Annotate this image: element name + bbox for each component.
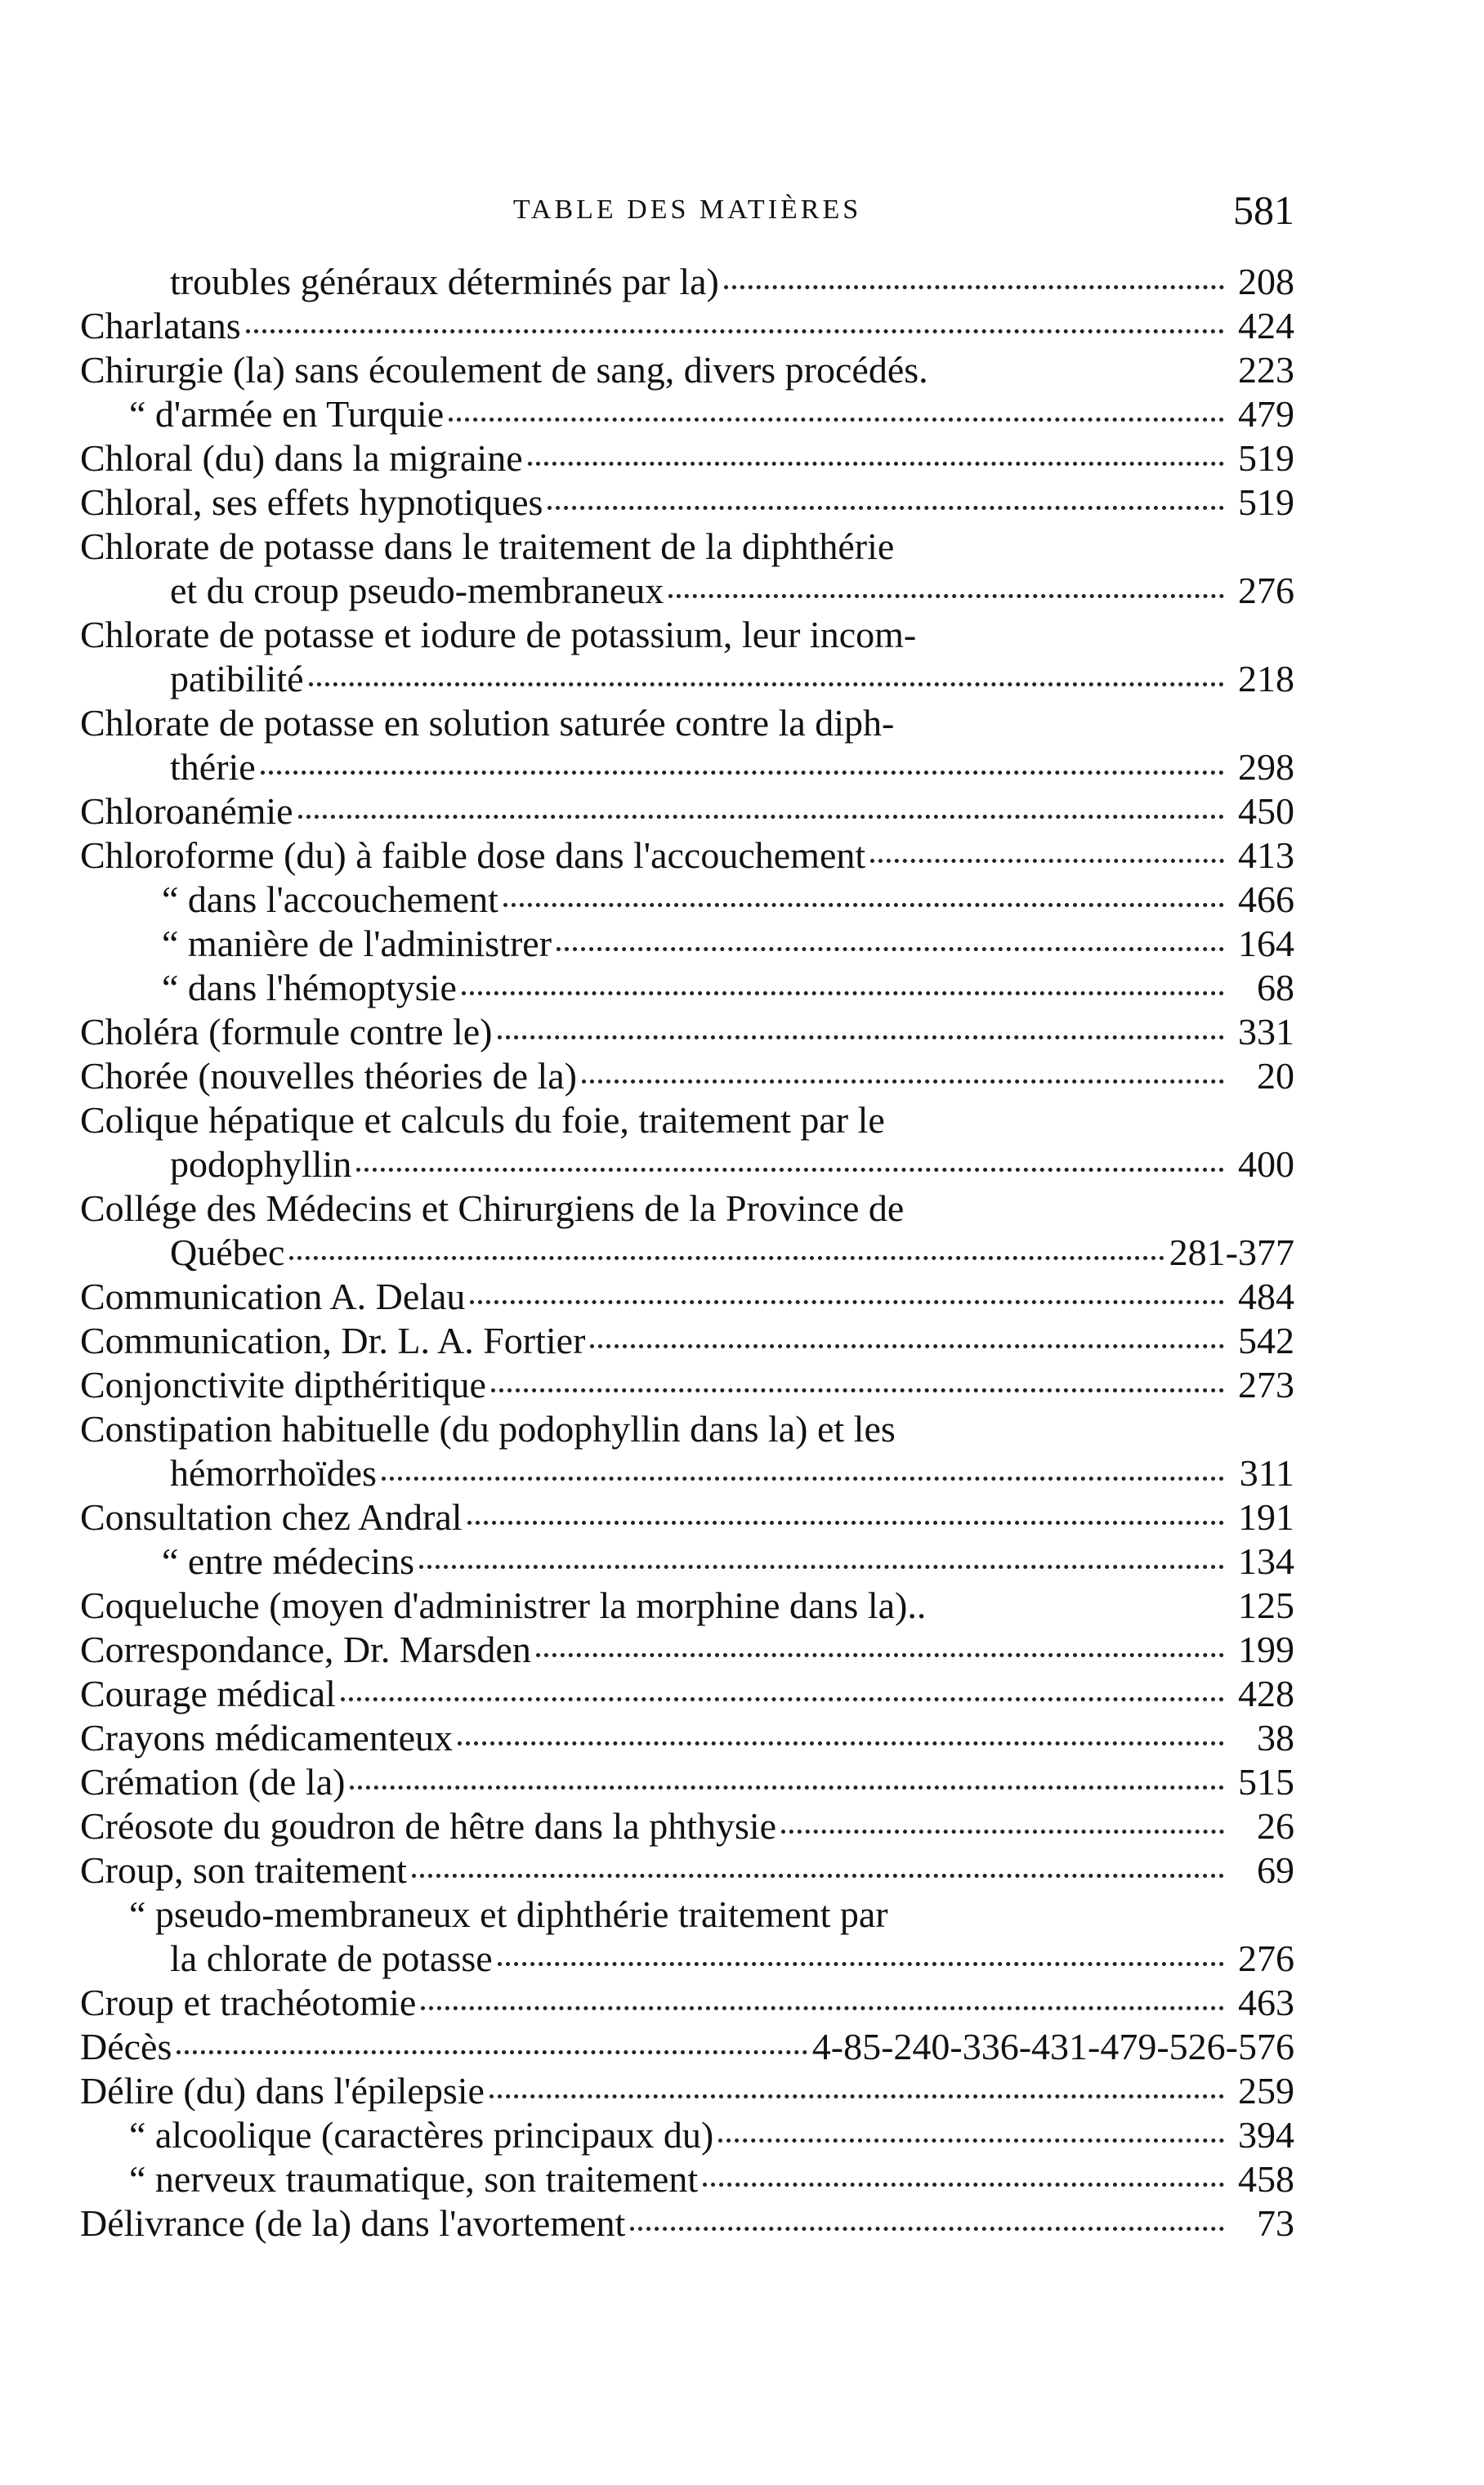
entry-page-number: 400 <box>1238 1143 1294 1185</box>
entry-page-number: 125 <box>1238 1584 1294 1626</box>
entry-text: Colique hépatique et calculs du foie, traitement par le <box>80 1099 885 1141</box>
dot-leader <box>933 366 1224 378</box>
dot-leader <box>449 406 1224 422</box>
dot-leader <box>498 1951 1224 1966</box>
entry-page-number: 38 <box>1257 1717 1294 1759</box>
dot-leader <box>412 1862 1224 1878</box>
dot-leader <box>718 2127 1224 2143</box>
entry-text: Délire (du) dans l'épilepsie <box>80 2070 485 2112</box>
dot-leader <box>582 1068 1224 1084</box>
dot-leader <box>421 1995 1224 2010</box>
entry-page-number: 428 <box>1238 1673 1294 1714</box>
page-header <box>80 186 1294 232</box>
entry-page-number: 466 <box>1238 878 1294 920</box>
dot-leader <box>528 450 1224 466</box>
index-entry <box>80 2113 1294 2157</box>
entry-page-number: 479 <box>1238 393 1294 435</box>
entry-text: Communication, Dr. L. A. Fortier <box>80 1320 586 1361</box>
index-entry <box>80 2157 1294 2201</box>
index-entry <box>80 260 1294 304</box>
index-entry <box>80 1760 1294 1804</box>
entry-text: Charlatans <box>80 305 241 346</box>
entry-text: “ dans l'accouchement <box>162 878 498 920</box>
page-number: 581 <box>1233 187 1294 233</box>
entry-page-number: 273 <box>1238 1364 1294 1406</box>
dot-leader <box>590 1333 1224 1348</box>
entry-text: Conjonctivite dipthéritique <box>80 1364 486 1406</box>
index-entry <box>80 1672 1294 1716</box>
index-entry <box>80 525 1294 613</box>
dot-leader <box>503 892 1224 907</box>
entry-page-number: 199 <box>1238 1629 1294 1670</box>
dot-leader <box>419 1553 1224 1569</box>
dot-leader <box>458 1730 1224 1745</box>
index-entry <box>80 1848 1294 1893</box>
index-entry <box>80 2201 1294 2246</box>
entry-page-number: 68 <box>1257 967 1294 1008</box>
entry-page-number: 394 <box>1238 2114 1294 2156</box>
index-entry <box>80 1275 1294 1319</box>
entry-page-number: 276 <box>1238 570 1294 611</box>
entry-page-number: 484 <box>1238 1276 1294 1317</box>
index-entry <box>80 1584 1294 1628</box>
entry-page-number: 218 <box>1238 658 1294 699</box>
index-entry <box>80 1716 1294 1760</box>
entry-text: “ manière de l'administrer <box>162 923 552 964</box>
dot-leader <box>341 1686 1224 1701</box>
entry-text: Communication A. Delau <box>80 1276 466 1317</box>
index-entry <box>80 480 1294 525</box>
entry-text: la chlorate de potasse <box>170 1937 493 1979</box>
entry-page-number: 134 <box>1238 1540 1294 1582</box>
entry-page-number: 311 <box>1239 1452 1294 1494</box>
entry-text: troubles généraux déterminés par la) <box>170 261 719 302</box>
index-entry <box>80 1495 1294 1540</box>
entry-page-number: 450 <box>1238 790 1294 832</box>
running-title: TABLE DES MATIÈRES <box>512 194 862 225</box>
entry-text: Chlorate de potasse et iodure de potassium, leur incom- <box>80 614 917 655</box>
dot-leader <box>556 936 1224 951</box>
entry-page-number: 69 <box>1257 1849 1294 1891</box>
index-entry <box>80 922 1294 966</box>
dot-leader <box>462 980 1224 995</box>
index-entry <box>80 2069 1294 2113</box>
dot-leader <box>350 1774 1224 1790</box>
dot-leader <box>467 1509 1224 1525</box>
index-entry <box>80 966 1294 1010</box>
dot-leader <box>548 494 1224 510</box>
entry-text: Chloral (du) dans la migraine <box>80 437 523 479</box>
index-entry <box>80 2025 1294 2069</box>
dot-leader <box>298 803 1224 819</box>
index-entry <box>80 789 1294 834</box>
index-entry <box>80 1187 1294 1275</box>
entry-text: podophyllin <box>170 1143 352 1185</box>
entry-page-number: 298 <box>1238 746 1294 788</box>
entry-text: patibilité <box>170 658 304 699</box>
entry-page-number: 542 <box>1238 1320 1294 1361</box>
index-entry <box>80 436 1294 480</box>
dot-leader <box>536 1642 1224 1657</box>
entry-text: Crémation (de la) <box>80 1761 346 1803</box>
entry-page-number: 164 <box>1238 923 1294 964</box>
entry-text: Chlorate de potasse dans le traitement de la diphthérie <box>80 525 895 567</box>
index-entry <box>80 1054 1294 1098</box>
dot-leader <box>931 1602 1224 1613</box>
entry-text: Correspondance, Dr. Marsden <box>80 1629 531 1670</box>
index-entry <box>80 613 1294 701</box>
dot-leader <box>491 1377 1224 1392</box>
entry-text: et du croup pseudo-membraneux <box>170 570 664 611</box>
dot-leader <box>177 2039 807 2054</box>
entry-page-number: 276 <box>1238 1937 1294 1979</box>
entry-text: Chloroanémie <box>80 790 293 832</box>
dot-leader <box>668 583 1224 598</box>
entry-page-number: 458 <box>1238 2158 1294 2200</box>
index-entry <box>80 1319 1294 1363</box>
entry-text: Chloroforme (du) à faible dose dans l'accouchement <box>80 834 866 876</box>
entry-text: Décès <box>80 2026 172 2067</box>
dot-leader <box>356 1156 1224 1172</box>
entry-text: “ entre médecins <box>162 1540 415 1582</box>
entry-text: “ d'armée en Turquie <box>129 393 445 435</box>
entry-page-number: 73 <box>1257 2202 1294 2244</box>
entry-page-number: 281-377 <box>1169 1231 1294 1273</box>
entry-page-number: 191 <box>1238 1496 1294 1538</box>
entry-page-number: 20 <box>1257 1055 1294 1097</box>
dot-leader <box>498 1024 1225 1039</box>
dot-leader <box>630 2215 1224 2231</box>
index-entry <box>80 392 1294 436</box>
index-entry <box>80 1981 1294 2025</box>
index-entry <box>80 1540 1294 1584</box>
entry-text: Chirurgie (la) sans écoulement de sang, divers procédés. <box>80 349 928 391</box>
entry-text: Choléra (formule contre le) <box>80 1011 493 1053</box>
index-entry <box>80 1804 1294 1848</box>
dot-leader <box>246 318 1224 333</box>
entry-text: Constipation habituelle (du podophyllin dans la) et les <box>80 1408 896 1450</box>
entry-page-number: 519 <box>1238 437 1294 479</box>
entry-page-number: 519 <box>1238 481 1294 523</box>
entry-text: Croup, son traitement <box>80 1849 407 1891</box>
entry-text: Créosote du goudron de hêtre dans la phthysie <box>80 1805 777 1847</box>
index-entry <box>80 1010 1294 1054</box>
entry-text: thérie <box>170 746 256 788</box>
index-entry <box>80 1363 1294 1407</box>
index-entry <box>80 1098 1294 1187</box>
entry-text: “ alcoolique (caractères principaux du) <box>129 2114 714 2156</box>
entry-page-number: 331 <box>1238 1011 1294 1053</box>
index-entry <box>80 1407 1294 1495</box>
dot-leader <box>870 847 1224 863</box>
entry-text: Courage médical <box>80 1673 336 1714</box>
entry-text: Chloral, ses effets hypnotiques <box>80 481 543 523</box>
entry-page-number: 223 <box>1238 349 1294 391</box>
dot-leader <box>309 671 1224 686</box>
entry-page-number: 26 <box>1257 1805 1294 1847</box>
dot-leader <box>489 2083 1224 2098</box>
dot-leader <box>261 759 1224 775</box>
index-entry <box>80 878 1294 922</box>
entry-text: Chorée (nouvelles théories de la) <box>80 1055 577 1097</box>
dot-leader <box>781 1818 1224 1834</box>
dot-leader <box>703 2171 1224 2187</box>
entry-text: “ pseudo-membraneux et diphthérie traitement par <box>129 1893 888 1935</box>
index-entry <box>80 304 1294 348</box>
entry-text: Consultation chez Andral <box>80 1496 463 1538</box>
entry-text: Collége des Médecins et Chirurgiens de la Province de <box>80 1187 905 1229</box>
entry-text: Crayons médicamenteux <box>80 1717 454 1759</box>
index-entry <box>80 834 1294 878</box>
entry-page-number: 424 <box>1238 305 1294 346</box>
entry-page-number: 208 <box>1238 261 1294 302</box>
index-entry <box>80 348 1294 392</box>
entry-text: “ dans l'hémoptysie <box>162 967 457 1008</box>
dot-leader <box>382 1465 1224 1481</box>
entry-text: Chlorate de potasse en solution saturée contre la diph- <box>80 702 895 744</box>
entry-text: Québec <box>170 1231 285 1273</box>
entry-text: hémorrhoïdes <box>170 1452 377 1494</box>
entry-page-number: 4-85-240-336-431-479-526-576 <box>811 2026 1294 2067</box>
entry-text: Coqueluche (moyen d'administrer la morphine dans la).. <box>80 1584 927 1626</box>
entry-page-number: 259 <box>1238 2070 1294 2112</box>
index-entries <box>80 260 1294 2246</box>
entry-page-number: 515 <box>1238 1761 1294 1803</box>
dot-leader <box>289 1245 1164 1260</box>
entry-page-number: 463 <box>1238 1982 1294 2023</box>
index-entry <box>80 1628 1294 1672</box>
index-entry <box>80 1893 1294 1981</box>
index-entry <box>80 701 1294 789</box>
entry-text: “ nerveux traumatique, son traitement <box>129 2158 699 2200</box>
dot-leader <box>470 1289 1224 1304</box>
entry-text: Délivrance (de la) dans l'avortement <box>80 2202 626 2244</box>
entry-page-number: 413 <box>1238 834 1294 876</box>
dot-leader <box>724 274 1224 289</box>
entry-text: Croup et trachéotomie <box>80 1982 417 2023</box>
